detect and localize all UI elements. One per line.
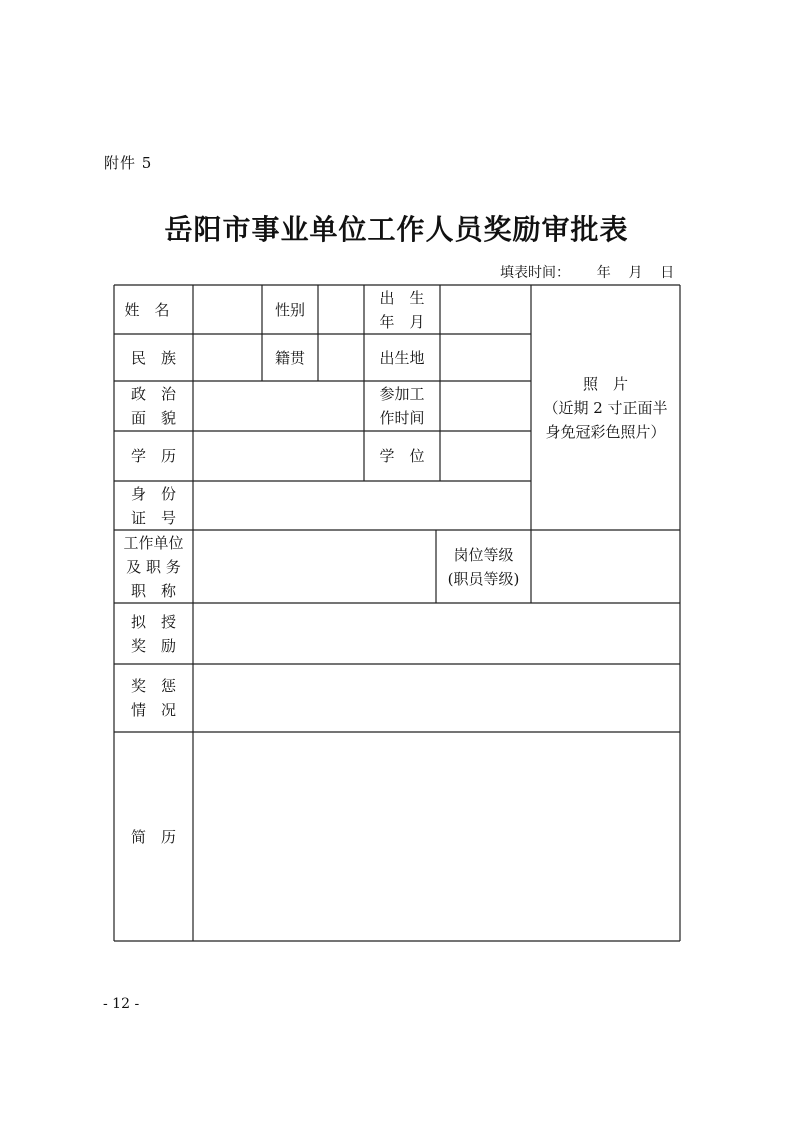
work-start-label: 参加工 作时间 — [379, 385, 425, 427]
attachment-label: 附件 5 — [104, 154, 153, 172]
political-status-field[interactable] — [193, 381, 364, 431]
ethnicity-field[interactable] — [193, 334, 262, 381]
native-place-field[interactable] — [318, 334, 364, 381]
gender-label: 性别 — [274, 300, 305, 319]
page-number: - 12 - — [103, 996, 140, 1012]
degree-field[interactable] — [440, 431, 531, 481]
employer-title-field[interactable] — [193, 530, 436, 603]
fill-date: 填表时间： 年 月 日 — [500, 265, 675, 281]
id-number-field[interactable] — [193, 481, 531, 530]
id-number-label: 身 份 证 号 — [130, 484, 176, 527]
proposed-award-label: 拟 授 奖 励 — [130, 612, 176, 655]
native-place-label: 籍贯 — [274, 348, 305, 367]
ethnicity-label: 民 族 — [130, 348, 176, 367]
birth-date-field[interactable] — [440, 285, 531, 334]
name-field[interactable] — [193, 285, 262, 334]
proposed-award-field[interactable] — [193, 603, 680, 664]
work-start-field[interactable] — [440, 381, 531, 431]
birth-date-label: 出 生 年 月 — [379, 288, 425, 331]
photo-label: 照 片 — [582, 374, 628, 393]
resume-label: 简 历 — [130, 827, 176, 846]
degree-label: 学 位 — [379, 447, 425, 465]
birthplace-field[interactable] — [440, 334, 531, 381]
form-title: 岳阳市事业单位工作人员奖励审批表 — [164, 213, 629, 246]
photo-note-cont: 身免冠彩色照片） — [545, 422, 666, 441]
post-level-field[interactable] — [531, 530, 680, 603]
political-status-label: 政 治 面 貌 — [130, 385, 176, 427]
birthplace-label: 出生地 — [379, 348, 425, 367]
reward-record-label: 奖 惩 情 况 — [130, 677, 176, 719]
education-field[interactable] — [193, 431, 364, 481]
post-level-label: 岗位等级 (职员等级) — [447, 545, 520, 588]
gender-field[interactable] — [318, 285, 364, 334]
reward-record-field[interactable] — [193, 664, 680, 732]
resume-field[interactable] — [193, 732, 680, 941]
photo-note: （近期 2 寸正面半 — [543, 398, 668, 417]
name-label: 姓 名 — [124, 300, 170, 319]
education-label: 学 历 — [130, 447, 176, 465]
employer-title-label: 工作单位 及 职 务 职 称 — [123, 533, 184, 600]
photo-box[interactable] — [531, 285, 680, 530]
